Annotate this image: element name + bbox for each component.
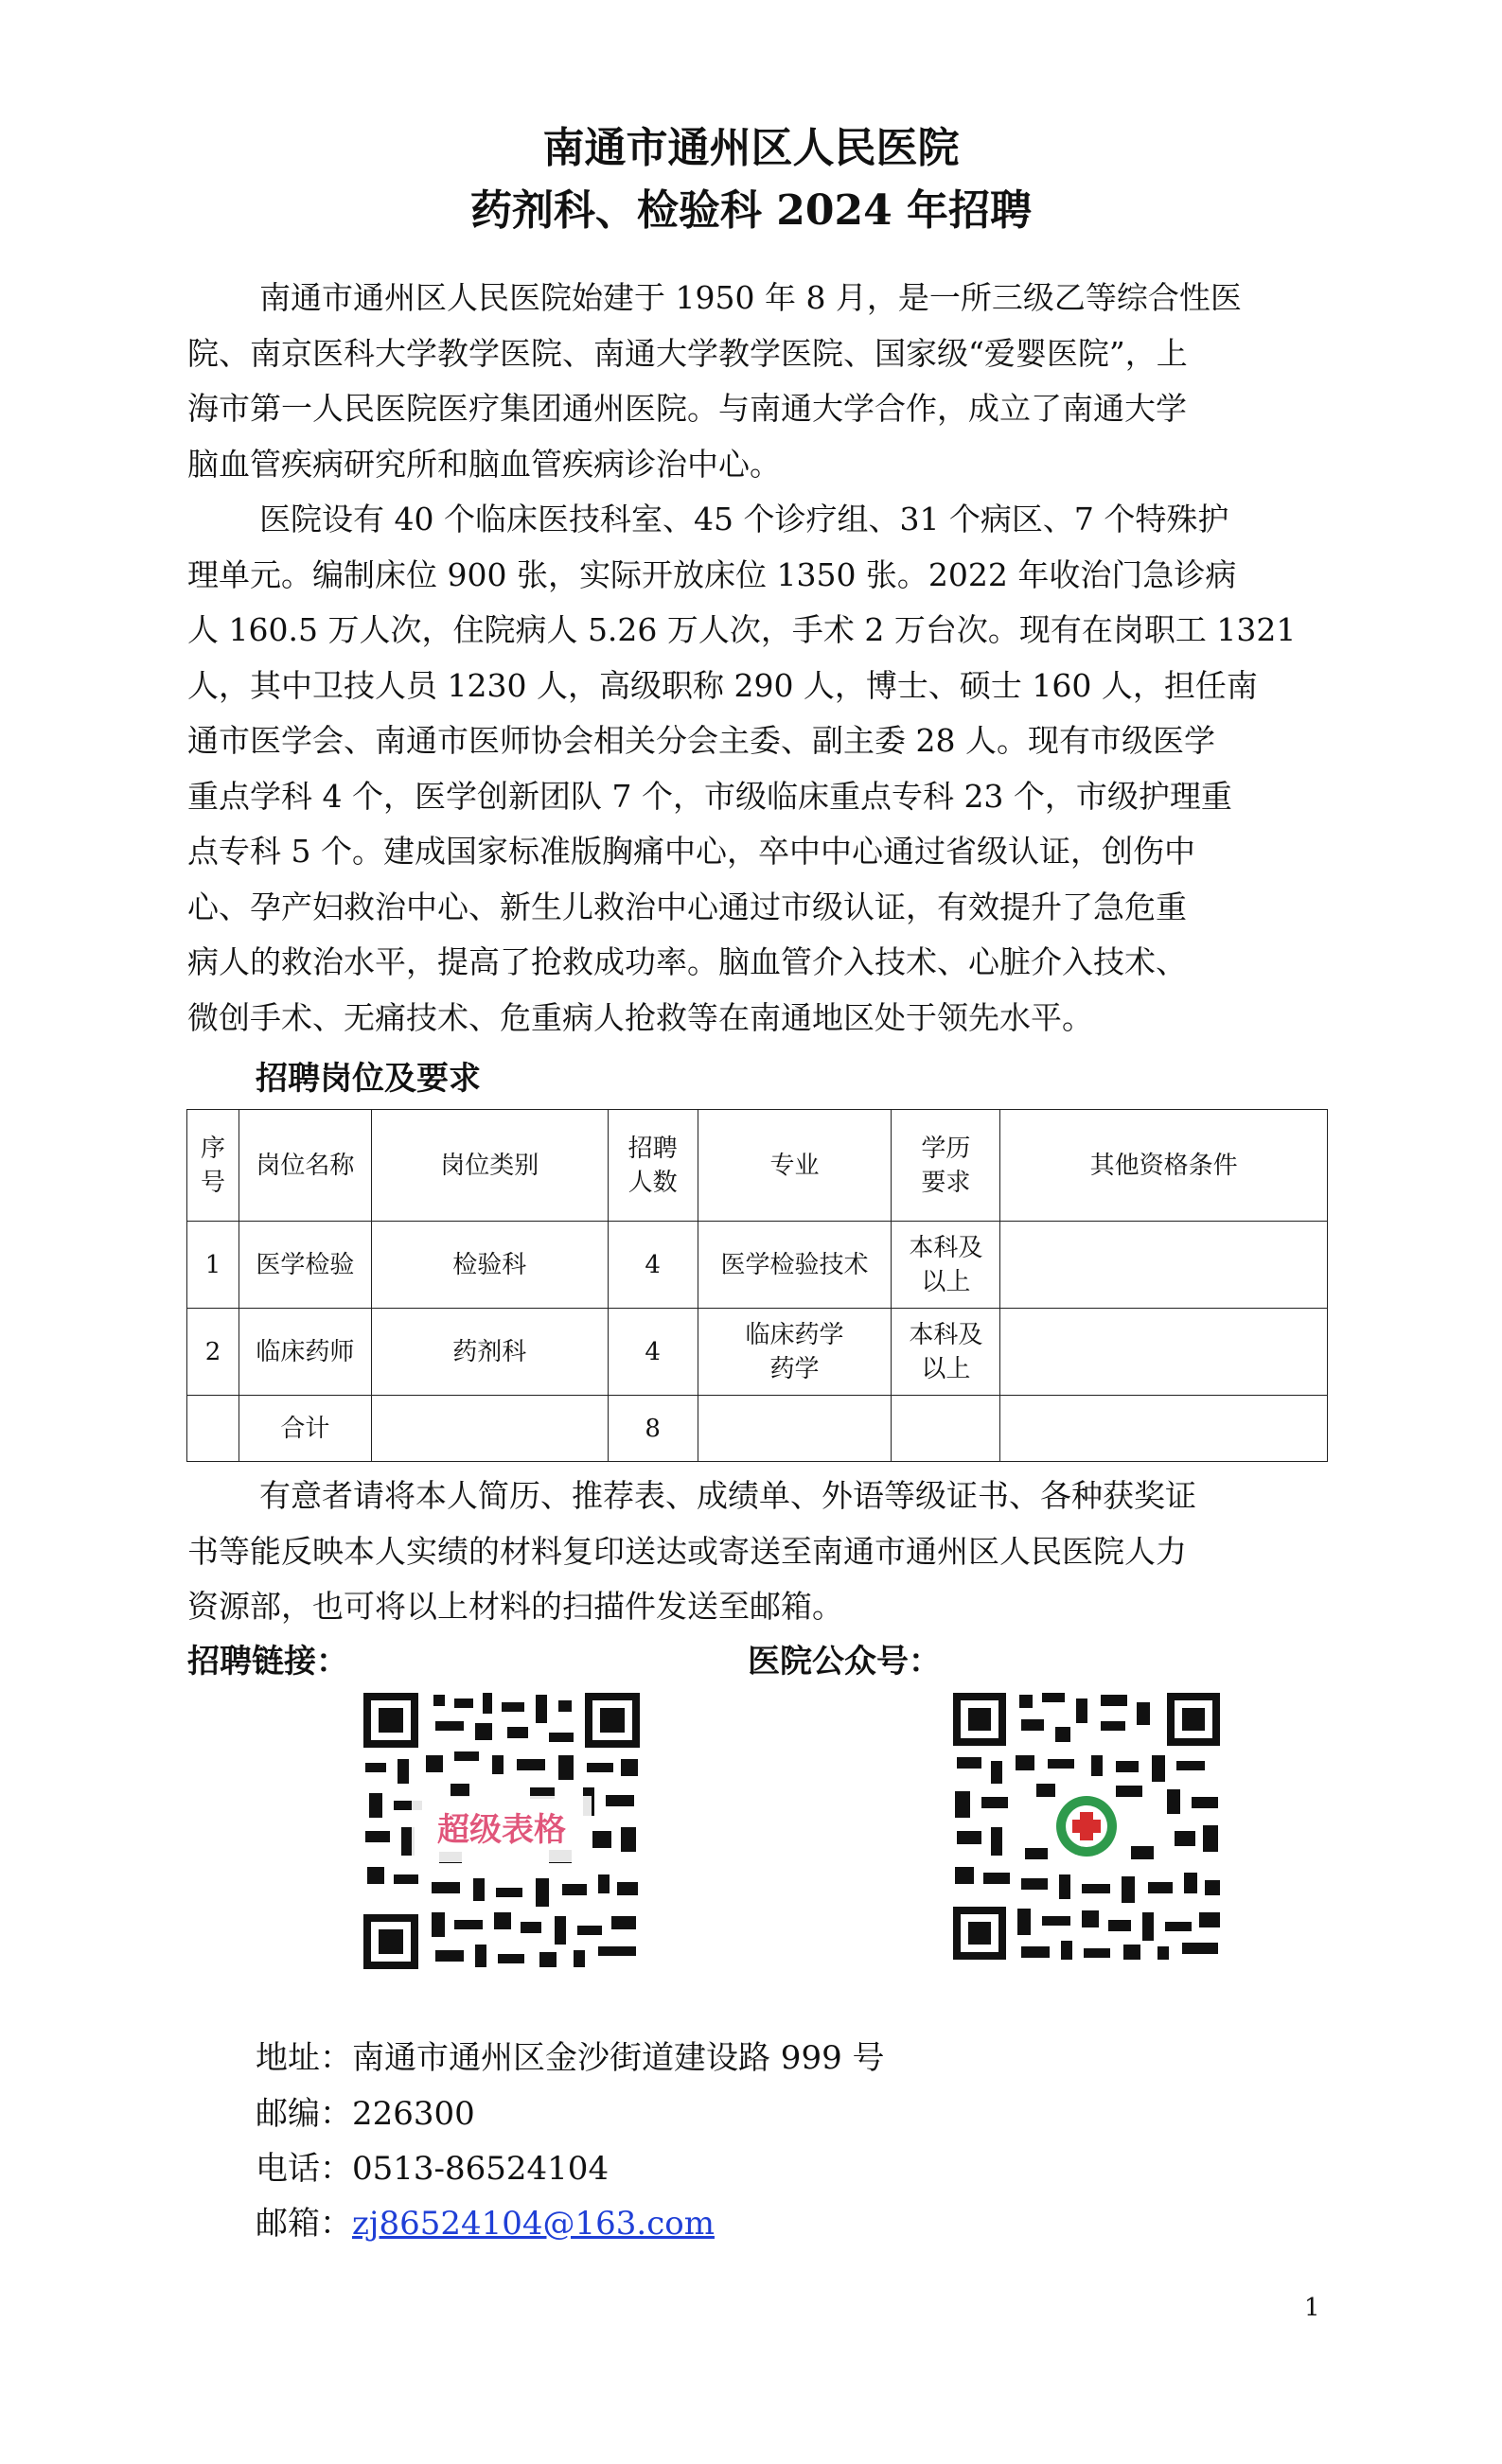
address-value: 南通市通州区金沙街道建设路 999 号 <box>352 2039 885 2077</box>
zip-label: 邮编： <box>256 2095 352 2133</box>
text-line: 医院设有 40 个临床医技科室、45 个诊疗组、31 个病区、7 个特殊护 <box>259 501 1229 537</box>
text-line: 脑血管疾病研究所和脑血管疾病诊治中心。 <box>187 445 781 483</box>
header-cell-count: 招聘 人数 <box>608 1110 698 1222</box>
cell-total-count: 8 <box>608 1396 698 1462</box>
cell-count: 4 <box>608 1222 698 1309</box>
intro-paragraph-1 <box>187 271 1316 492</box>
header-cell-edu: 学历 要求 <box>892 1110 1000 1222</box>
qr-watermark-text: 超级表格 <box>437 1811 566 1849</box>
text-line: 理单元。编制床位 900 张，实际开放床位 1350 张。2022 年收治门急诊病 <box>187 555 1237 593</box>
text-line: 人 160.5 万人次，住院病人 5.26 万人次，手术 2 万台次。现有在岗职工 1321 <box>187 611 1297 648</box>
jobs-table <box>186 1109 1328 1462</box>
cell-no: 1 <box>187 1222 239 1309</box>
recruit-link-label: 招聘链接： <box>187 1643 348 1681</box>
text-line: 海市第一人民医院医疗集团通州医院。与南通大学合作，成立了南通大学 <box>187 390 1187 427</box>
cell-edu: 本科及 以上 <box>892 1222 1000 1309</box>
text-line: 院、南京医科大学教学医院、南通大学教学医院、国家级“爱婴医院”，上 <box>187 334 1188 372</box>
text-line: 资源部，也可将以上材料的扫描件发送至邮箱。 <box>187 1588 843 1625</box>
contact-phone <box>256 2142 609 2189</box>
cell-name: 临床药师 <box>239 1309 371 1396</box>
cell-name: 医学检验 <box>239 1222 371 1309</box>
text-line: 病人的救治水平，提高了抢救成功率。脑血管介入技术、心脏介入技术、 <box>187 943 1187 980</box>
text-line: 南通市通州区人民医院始建于 1950 年 8 月，是一所三级乙等综合性医 <box>259 279 1242 316</box>
email-link[interactable]: zj86524104@163.com <box>352 2205 715 2243</box>
phone-value: 0513-86524104 <box>352 2150 610 2188</box>
cell-category: 药剂科 <box>371 1309 608 1396</box>
text-line: 点专科 5 个。建成国家标准版胸痛中心，卒中中心通过省级认证，创伤中 <box>187 833 1195 870</box>
cell-total-label: 合计 <box>239 1396 371 1462</box>
recruit-qr-code[interactable] <box>360 1689 644 1973</box>
cell-category <box>371 1396 608 1462</box>
phone-label: 电话： <box>256 2150 352 2188</box>
address-label: 地址： <box>256 2039 352 2077</box>
intro-paragraph-2 <box>187 492 1316 1046</box>
contact-zip <box>256 2087 475 2134</box>
text-line: 重点学科 4 个，医学创新团队 7 个，市级临床重点专科 23 个，市级护理重 <box>187 777 1232 815</box>
table-total-row <box>187 1396 1328 1462</box>
contact-email <box>256 2197 715 2244</box>
cell-major: 医学检验技术 <box>698 1222 892 1309</box>
zip-value: 226300 <box>352 2095 475 2133</box>
cell-edu <box>892 1396 1000 1462</box>
page-title: 南通市通州区人民医院 <box>542 124 960 172</box>
contact-address <box>256 2032 885 2078</box>
cell-major <box>698 1396 892 1462</box>
header-cell-other: 其他资格条件 <box>1000 1110 1328 1222</box>
page-number: 1 <box>1304 2294 1320 2322</box>
wechat-label: 医院公众号： <box>748 1643 941 1681</box>
text-line: 书等能反映本人实绩的材料复印送达或寄送至南通市通州区人民医院人力 <box>187 1532 1187 1570</box>
cell-other <box>1000 1222 1328 1309</box>
cell-major: 临床药学 药学 <box>698 1309 892 1396</box>
page-subtitle: 药剂科、检验科 2024 年招聘 <box>469 186 1033 235</box>
section-title: 招聘岗位及要求 <box>256 1060 481 1098</box>
header-cell-major: 专业 <box>698 1110 892 1222</box>
header-cell-name: 岗位名称 <box>239 1110 371 1222</box>
table-row <box>187 1309 1328 1396</box>
cell-other <box>1000 1309 1328 1396</box>
table-row <box>187 1222 1328 1309</box>
cell-category: 检验科 <box>371 1222 608 1309</box>
wechat-qr-code[interactable] <box>949 1689 1224 1963</box>
header-cell-no: 序 号 <box>187 1110 239 1222</box>
table-header-row <box>187 1110 1328 1222</box>
header-cell-category: 岗位类别 <box>371 1110 608 1222</box>
text-line: 心、孕产妇救治中心、新生儿救治中心通过市级认证，有效提升了急危重 <box>187 888 1187 925</box>
text-line: 微创手术、无痛技术、危重病人抢救等在南通地区处于领先水平。 <box>187 998 1093 1036</box>
text-line: 通市医学会、南通市医师协会相关分会主委、副主委 28 人。现有市级医学 <box>187 722 1215 759</box>
text-line: 人，其中卫技人员 1230 人，高级职称 290 人，博士、硕士 160 人，担任南 <box>187 666 1258 704</box>
cell-other <box>1000 1396 1328 1462</box>
cell-no: 2 <box>187 1309 239 1396</box>
email-label: 邮箱： <box>256 2205 352 2243</box>
cell-count: 4 <box>608 1309 698 1396</box>
apply-paragraph <box>187 1469 1316 1635</box>
cell-edu: 本科及 以上 <box>892 1309 1000 1396</box>
cell-no <box>187 1396 239 1462</box>
text-line: 有意者请将本人简历、推荐表、成绩单、外语等级证书、各种获奖证 <box>259 1477 1196 1514</box>
